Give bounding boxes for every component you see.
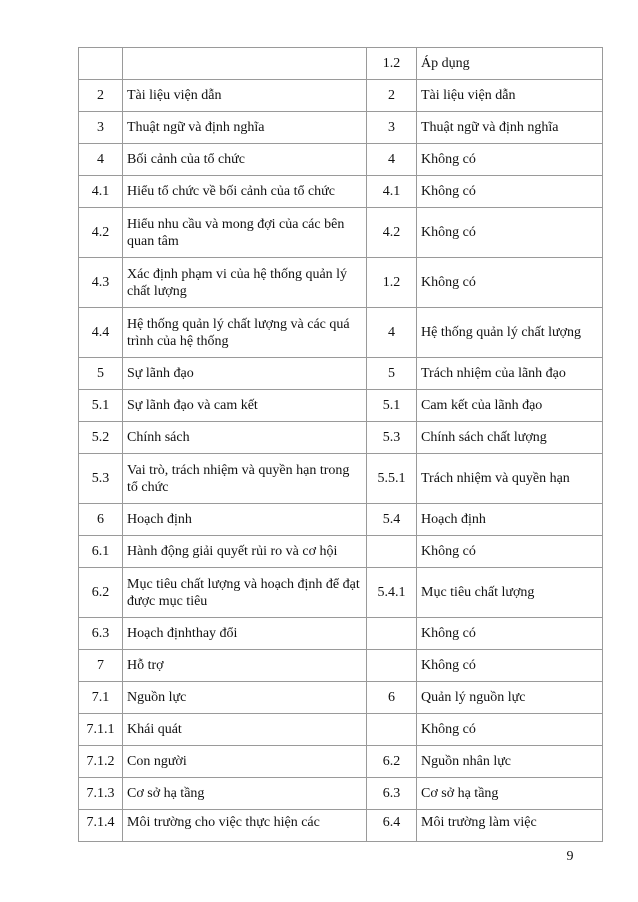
iso2008-clause-number: 1.2 [367,48,417,80]
iso2015-clause-title: Hệ thống quản lý chất lượng và các quá trình của hệ thống [123,308,367,358]
table-row [79,536,603,568]
iso2008-clause-number [367,714,417,746]
iso2008-clause-title: Trách nhiệm của lãnh đạo [417,358,603,390]
iso2008-clause-title: Hệ thống quản lý chất lượng [417,308,603,358]
iso2008-clause-number: 5.1 [367,390,417,422]
iso2008-clause-number: 5.5.1 [367,454,417,504]
iso2015-clause-title: Hiểu tổ chức về bối cảnh của tổ chức [123,176,367,208]
iso2008-clause-title: Hoạch định [417,504,603,536]
iso2015-clause-title: Sự lãnh đạo và cam kết [123,390,367,422]
iso2008-clause-number: 2 [367,80,417,112]
iso2008-clause-title: Không có [417,536,603,568]
table-row [79,454,603,504]
iso2015-clause-title: Khái quát [123,714,367,746]
iso2015-clause-number: 4.3 [79,258,123,308]
iso2015-clause-title: Hoạch định [123,504,367,536]
iso2008-clause-title: Không có [417,650,603,682]
iso2008-clause-number: 3 [367,112,417,144]
iso2015-clause-number: 5.2 [79,422,123,454]
table-row [79,358,603,390]
iso2015-clause-number [79,48,123,80]
iso2015-clause-number: 7 [79,650,123,682]
iso2008-clause-number: 5 [367,358,417,390]
iso2015-clause-title: Vai trò, trách nhiệm và quyền hạn trong tổ chức [123,454,367,504]
iso2015-clause-number: 6.1 [79,536,123,568]
iso2015-clause-number: 4.2 [79,208,123,258]
iso2015-clause-number: 4.1 [79,176,123,208]
iso2015-clause-number: 7.1 [79,682,123,714]
table-row [79,714,603,746]
iso2008-clause-title: Quản lý nguồn lực [417,682,603,714]
iso2008-clause-title: Không có [417,144,603,176]
table-row [79,208,603,258]
iso2008-clause-title: Không có [417,208,603,258]
iso2015-clause-number: 4 [79,144,123,176]
iso2015-clause-number: 5.3 [79,454,123,504]
table-row [79,48,603,80]
iso2015-clause-number: 7.1.3 [79,778,123,810]
table-row [79,504,603,536]
iso2015-clause-title: Môi trường cho việc thực hiện các [123,810,367,842]
iso2015-clause-number: 6.3 [79,618,123,650]
iso2008-clause-title: Nguồn nhân lực [417,746,603,778]
table-row [79,308,603,358]
table-row [79,80,603,112]
iso2015-clause-title: Bối cảnh của tổ chức [123,144,367,176]
clause-mapping-table [78,47,603,842]
iso2008-clause-title: Không có [417,258,603,308]
iso2015-clause-number: 4.4 [79,308,123,358]
iso2015-clause-number: 2 [79,80,123,112]
iso2008-clause-title: Cơ sở hạ tầng [417,778,603,810]
table-row [79,650,603,682]
iso2015-clause-title: Tài liệu viện dẫn [123,80,367,112]
table-row [79,144,603,176]
iso2015-clause-title [123,48,367,80]
iso2015-clause-title: Thuật ngữ và định nghĩa [123,112,367,144]
iso2015-clause-title: Sự lãnh đạo [123,358,367,390]
iso2015-clause-number: 6.2 [79,568,123,618]
table-row [79,778,603,810]
iso2015-clause-number: 5.1 [79,390,123,422]
table-row [79,810,603,842]
table-row [79,258,603,308]
iso2008-clause-title: Mục tiêu chất lượng [417,568,603,618]
iso2015-clause-title: Xác định phạm vi của hệ thống quản lý chất lượng [123,258,367,308]
iso2015-clause-title: Con người [123,746,367,778]
iso2008-clause-number: 6.4 [367,810,417,842]
iso2008-clause-number [367,618,417,650]
iso2008-clause-number [367,536,417,568]
table-body [79,48,603,842]
page-number: 9 [566,849,574,864]
iso2008-clause-number [367,650,417,682]
iso2008-clause-title: Không có [417,176,603,208]
iso2008-clause-number: 4 [367,144,417,176]
iso2008-clause-number: 4.2 [367,208,417,258]
table-row [79,112,603,144]
table-row [79,682,603,714]
iso2008-clause-number: 6.3 [367,778,417,810]
iso2008-clause-number: 6 [367,682,417,714]
iso2015-clause-title: Hiểu nhu cầu và mong đợi của các bên quan tâm [123,208,367,258]
iso2008-clause-number: 4 [367,308,417,358]
table-row [79,746,603,778]
table-row [79,422,603,454]
table-row [79,568,603,618]
iso2008-clause-number: 1.2 [367,258,417,308]
iso2015-clause-number: 7.1.4 [79,810,123,842]
iso2015-clause-title: Hành động giải quyết rủi ro và cơ hội [123,536,367,568]
iso2008-clause-number: 6.2 [367,746,417,778]
iso2015-clause-number: 7.1.1 [79,714,123,746]
iso2008-clause-number: 5.4.1 [367,568,417,618]
iso2008-clause-title: Tài liệu viện dẫn [417,80,603,112]
iso2008-clause-title: Cam kết của lãnh đạo [417,390,603,422]
iso2008-clause-title: Không có [417,714,603,746]
iso2008-clause-number: 5.3 [367,422,417,454]
iso2015-clause-title: Cơ sở hạ tầng [123,778,367,810]
iso2015-clause-title: Hoạch địnhthay đổi [123,618,367,650]
iso2015-clause-number: 5 [79,358,123,390]
iso2008-clause-title: Chính sách chất lượng [417,422,603,454]
table-row [79,176,603,208]
iso2015-clause-number: 6 [79,504,123,536]
iso2008-clause-title: Trách nhiệm và quyền hạn [417,454,603,504]
iso2008-clause-title: Áp dụng [417,48,603,80]
iso2015-clause-number: 3 [79,112,123,144]
iso2015-clause-title: Nguồn lực [123,682,367,714]
iso2008-clause-title: Thuật ngữ và định nghĩa [417,112,603,144]
iso2015-clause-title: Hỗ trợ [123,650,367,682]
iso2015-clause-number: 7.1.2 [79,746,123,778]
iso2008-clause-title: Không có [417,618,603,650]
table-row [79,390,603,422]
iso2008-clause-title: Môi trường làm việc [417,810,603,842]
iso2015-clause-title: Mục tiêu chất lượng và hoạch định để đạt được mục tiêu [123,568,367,618]
iso2008-clause-number: 5.4 [367,504,417,536]
table-row [79,618,603,650]
iso2015-clause-title: Chính sách [123,422,367,454]
iso2008-clause-number: 4.1 [367,176,417,208]
